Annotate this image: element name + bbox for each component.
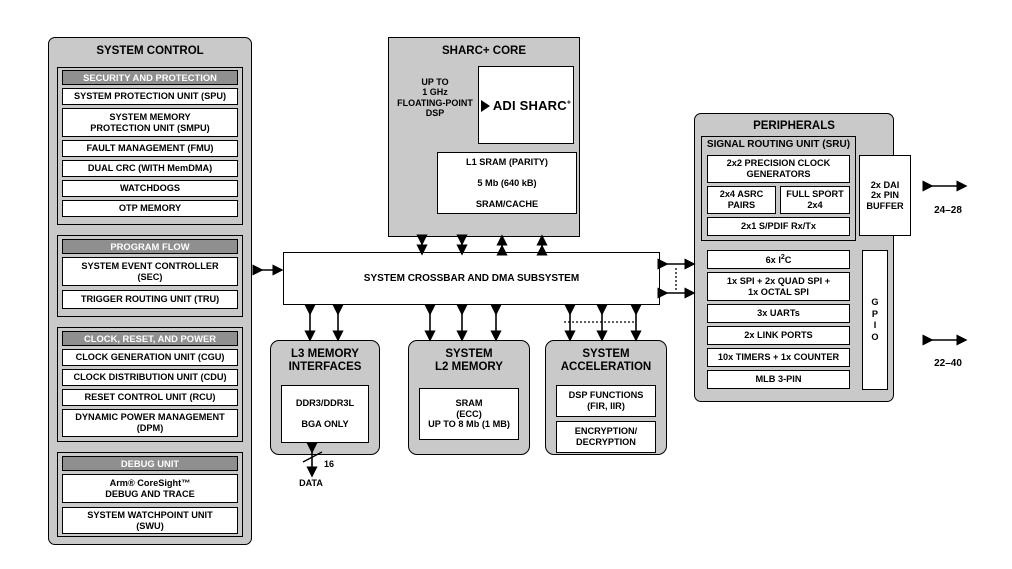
pcg-label: 2x2 PRECISION CLOCK GENERATORS	[726, 158, 831, 179]
sru-title: SIGNAL ROUTING UNIT (SRU)	[706, 139, 851, 150]
mlb-block[interactable]: MLB 3-PIN	[707, 370, 850, 389]
encryption-decryption-block[interactable]	[556, 421, 656, 453]
peripherals-title: PERIPHERALS	[753, 120, 835, 132]
dai-buffer-label: 2x DAI 2x PIN BUFFER	[866, 179, 904, 211]
encryption-label: ENCRYPTION/ DECRYPTION	[574, 426, 638, 447]
gpio-letter-i: I	[873, 320, 877, 330]
l1-sram-label: L1 SRAM (PARITY) 5 Mb (640 kB) SRAM/CACHE	[465, 156, 548, 209]
l2-sram-block[interactable]	[419, 388, 519, 440]
l2-memory-title: SYSTEM L2 MEMORY	[435, 348, 503, 374]
gpio-letter-p: P	[871, 308, 879, 319]
system-protection-unit-block[interactable]: SYSTEM PROTECTION UNIT (SPU)	[62, 88, 238, 105]
uarts-block[interactable]: 3x UARTs	[707, 304, 850, 323]
gpio-letter-g: G	[871, 297, 879, 307]
coresight-label: Arm® CoreSight™ DEBUG AND TRACE	[105, 477, 195, 499]
full-sport-block[interactable]	[780, 186, 850, 214]
dynamic-power-management-block[interactable]	[62, 409, 238, 437]
system-watchpoint-unit-block[interactable]	[62, 507, 238, 534]
i2c-label: 6x $I^2C$	[765, 253, 792, 265]
ddr3-block[interactable]	[281, 385, 369, 443]
dual-crc-block[interactable]: DUAL CRC (WITH MemDMA)	[62, 160, 238, 177]
l3-bus-data-label: DATA	[299, 478, 323, 488]
dai-pin-buffer-block[interactable]	[859, 155, 911, 236]
triangle-icon	[481, 100, 490, 112]
security-protection-header: SECURITY AND PROTECTION	[62, 70, 238, 85]
sec-label: SYSTEM EVENT CONTROLLER (SEC)	[81, 260, 219, 282]
system-memory-protection-unit-block[interactable]	[62, 108, 238, 137]
adi-sharc-logo-text: ADI SHARC+	[481, 98, 571, 113]
asrc-pairs-block[interactable]	[707, 186, 776, 214]
dsp-functions-block[interactable]	[556, 385, 656, 417]
spi-label: 1x SPI + 2x QUAD SPI + 1x OCTAL SPI	[726, 275, 831, 297]
clock-generation-unit-block[interactable]: CLOCK GENERATION UNIT (CGU)	[62, 349, 238, 366]
system-crossbar-block[interactable]: SYSTEM CROSSBAR AND DMA SUBSYSTEM	[283, 252, 660, 305]
system-acceleration-title: SYSTEM ACCELERATION	[560, 348, 652, 374]
reset-control-unit-block[interactable]: RESET CONTROL UNIT (RCU)	[62, 389, 238, 406]
l2-sram-label: SRAM (ECC) UP TO 8 Mb (1 MB)	[428, 398, 510, 430]
smpu-label: SYSTEM MEMORY PROTECTION UNIT (SMPU)	[90, 111, 210, 133]
adi-sharc-logo	[478, 66, 574, 144]
program-flow-header: PROGRAM FLOW	[62, 239, 238, 254]
swu-label: SYSTEM WATCHPOINT UNIT (SWU)	[87, 509, 213, 531]
timers-counter-block[interactable]: 10x TIMERS + 1x COUNTER	[707, 348, 850, 367]
trigger-routing-unit-block[interactable]: TRIGGER ROUTING UNIT (TRU)	[62, 290, 238, 309]
watchdogs-block[interactable]: WATCHDOGS	[62, 180, 238, 197]
ddr3-label: DDR3/DDR3L BGA ONLY	[295, 398, 355, 430]
spdif-block[interactable]: 2x1 S/PDIF Rx/Tx	[707, 217, 850, 236]
coresight-debug-trace-block[interactable]	[62, 474, 238, 503]
sharc-core-spec-label: UP TO 1 GHz FLOATING-POINT DSP	[397, 77, 473, 119]
debug-unit-header: DEBUG UNIT	[62, 456, 238, 471]
l1-sram-block[interactable]	[437, 152, 577, 214]
l3-bus-width-label: 16	[324, 459, 335, 469]
l3-memory-title: L3 MEMORY INTERFACES	[288, 348, 362, 374]
sharc-core-title: SHARC+ CORE	[441, 45, 527, 57]
system-event-controller-block[interactable]	[62, 257, 238, 286]
gpio-column[interactable]	[862, 250, 888, 390]
link-ports-block[interactable]: 2x LINK PORTS	[707, 326, 850, 345]
i2c-block[interactable]	[707, 250, 850, 269]
sport-label: FULL SPORT 2x4	[786, 189, 844, 210]
system-control-title: SYSTEM CONTROL	[96, 45, 204, 57]
dsp-functions-label: DSP FUNCTIONS (FIR, IIR)	[568, 390, 644, 411]
otp-memory-block[interactable]: OTP MEMORY	[62, 200, 238, 217]
gpio-letter-o: O	[871, 331, 879, 342]
dpm-label: DYNAMIC POWER MANAGEMENT (DPM)	[75, 412, 225, 433]
precision-clock-generators-block[interactable]	[707, 155, 850, 183]
pin-count-bottom-label: 22–40	[934, 358, 962, 369]
spi-block[interactable]	[707, 272, 850, 301]
asrc-label: 2x4 ASRC PAIRS	[719, 189, 764, 210]
pin-count-top-label: 24–28	[934, 205, 962, 216]
fault-management-block[interactable]: FAULT MANAGEMENT (FMU)	[62, 140, 238, 157]
clock-distribution-unit-block[interactable]: CLOCK DISTRIBUTION UNIT (CDU)	[62, 369, 238, 386]
clock-reset-power-header: CLOCK, RESET, AND POWER	[62, 331, 238, 346]
